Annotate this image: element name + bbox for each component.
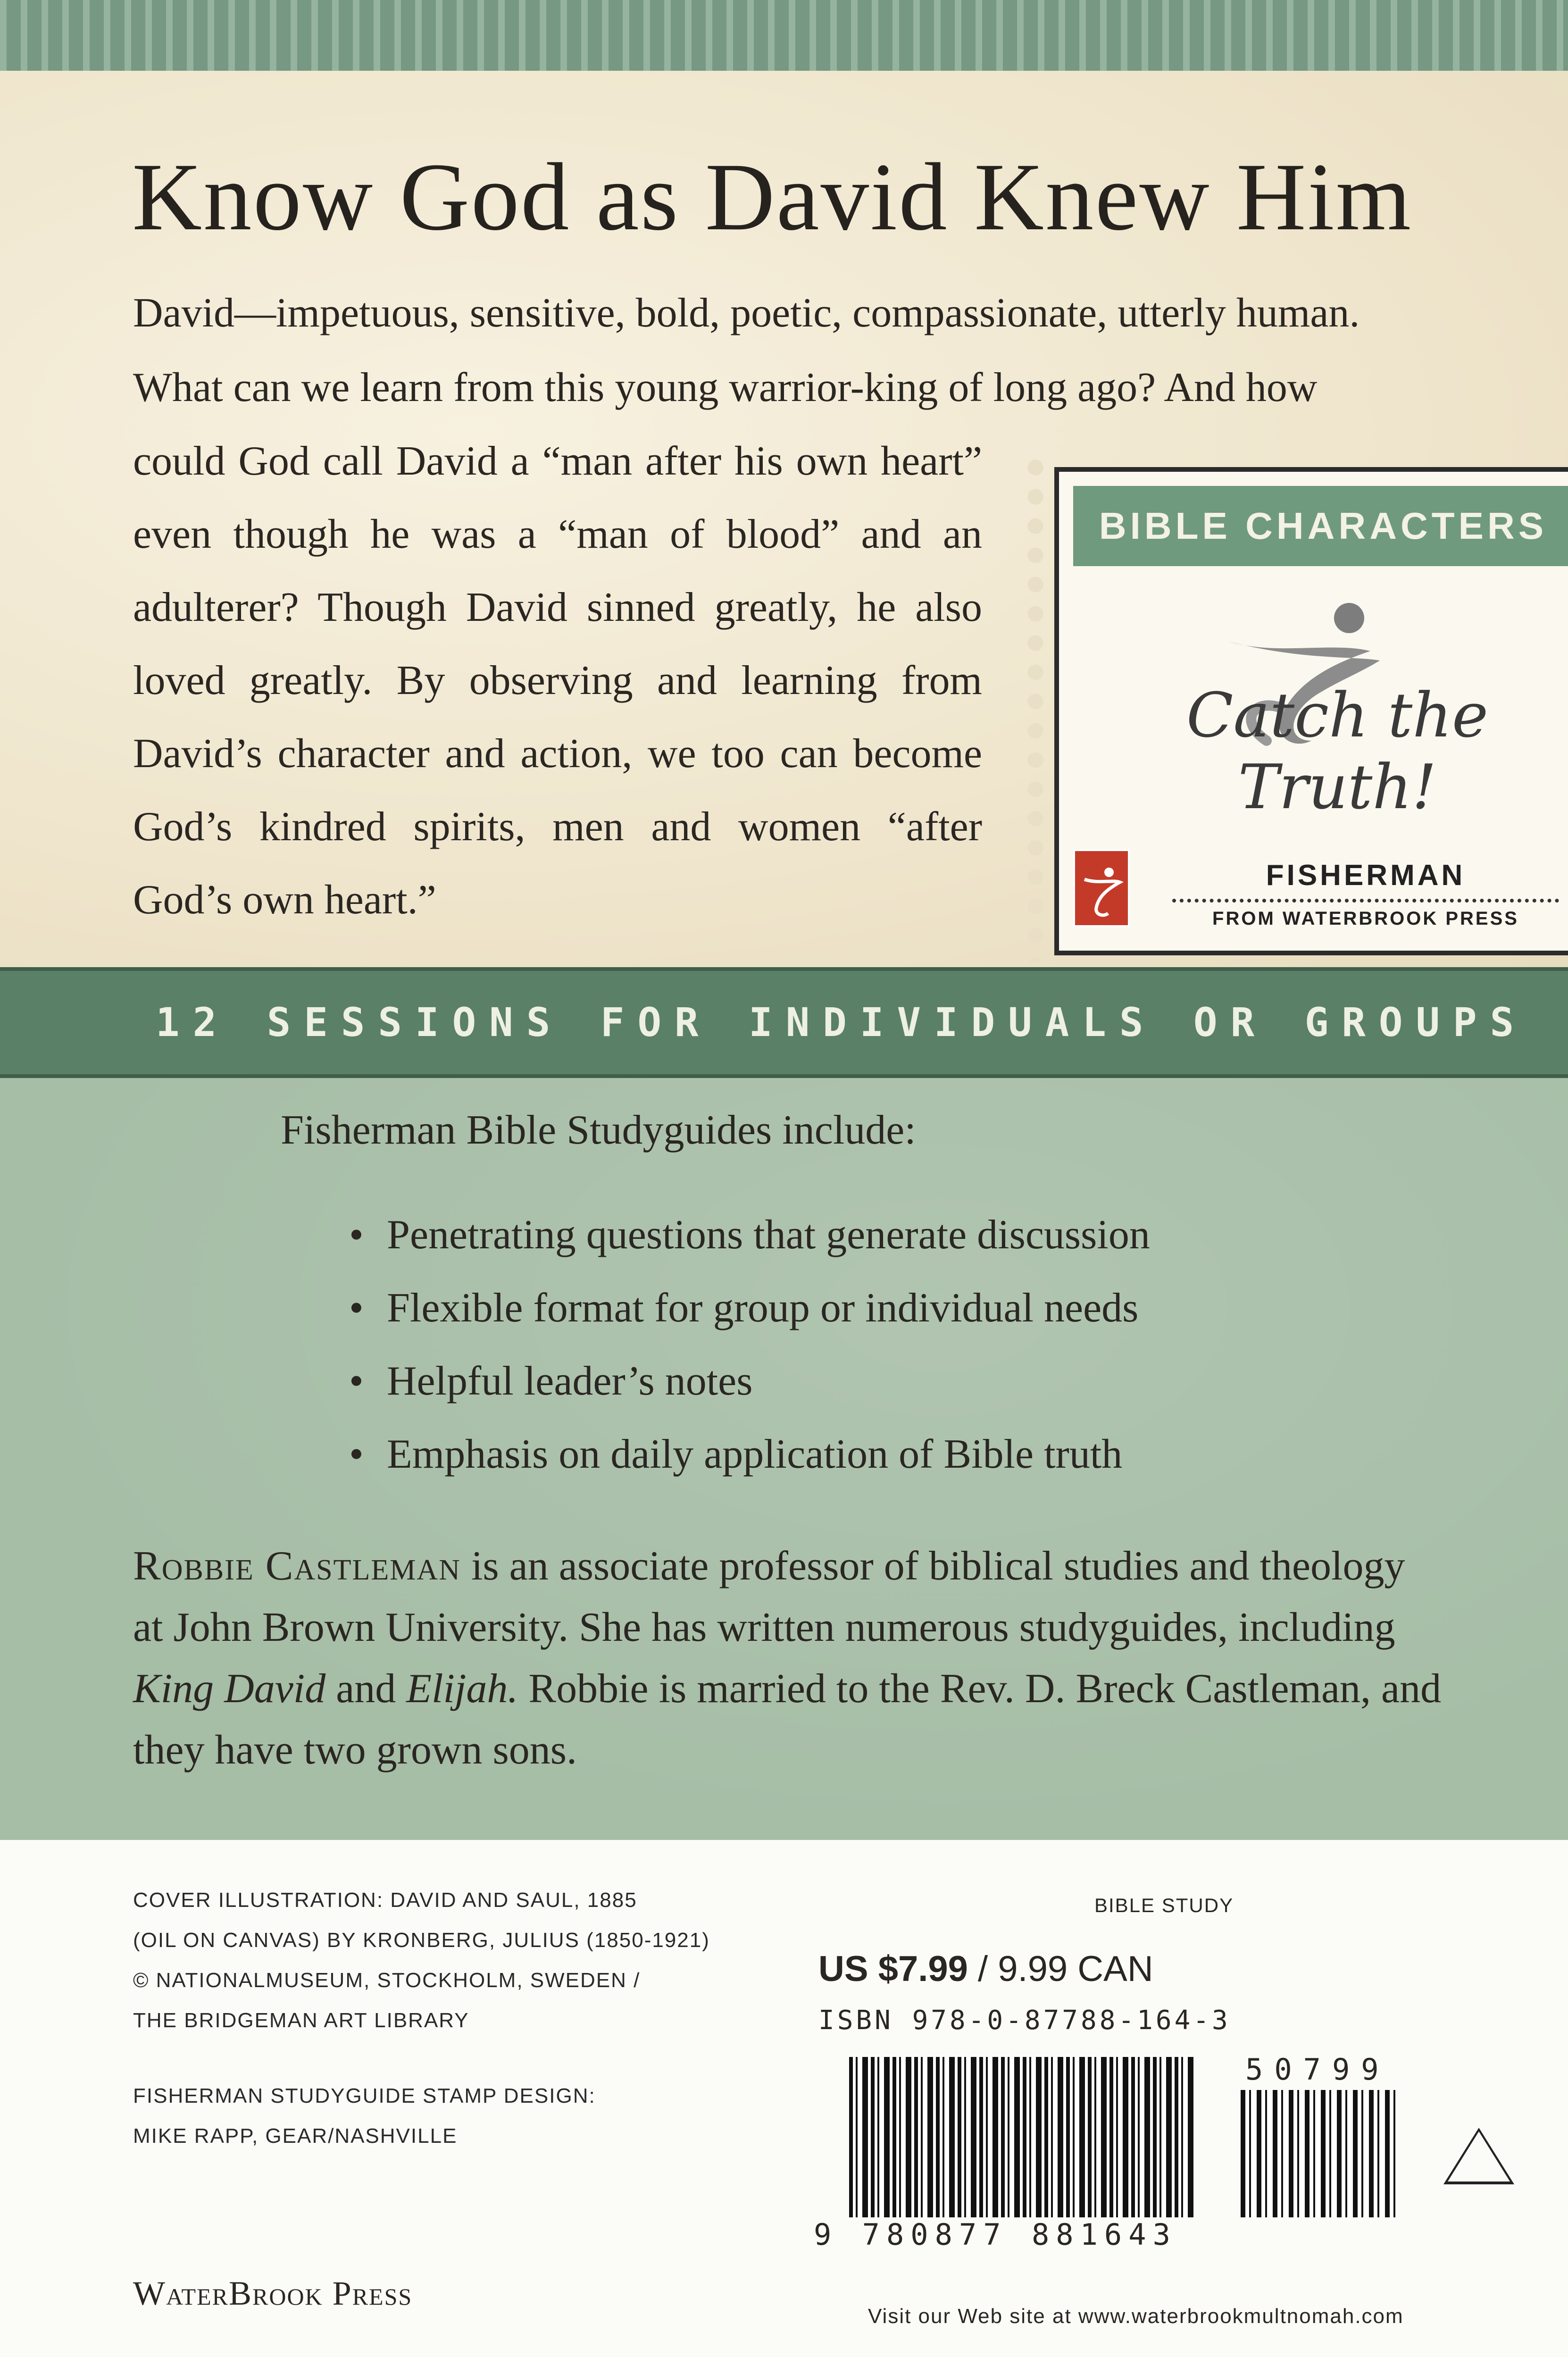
triangle-icon <box>1443 2128 1514 2184</box>
headline: Know God as David Knew Him <box>132 143 1413 251</box>
stamp-from: FROM WATERBROOK PRESS <box>1212 908 1519 929</box>
feature-text: Emphasis on daily application of Bible truth <box>387 1431 1123 1477</box>
list-item <box>349 1418 1150 1491</box>
top-decorative-band <box>0 0 1568 71</box>
author-bio <box>133 1536 1444 1781</box>
bullet-icon: • <box>349 1285 364 1331</box>
cover-credits <box>133 1880 710 2040</box>
barcode-image <box>849 2057 1193 2217</box>
book-title-king-david: King David <box>133 1666 326 1712</box>
bullet-icon: • <box>349 1431 364 1477</box>
feature-text: Penetrating questions that generate discussion <box>387 1212 1150 1258</box>
bullet-icon: • <box>349 1358 364 1404</box>
bio-text-2: Robbie is married to the Rev. D. Breck Castleman, and they have two grown sons. <box>133 1666 1442 1773</box>
includes-heading: Fisherman Bible Studyguides include: <box>281 1107 916 1153</box>
stamp-dotted-rule <box>1172 899 1559 903</box>
bullet-icon: • <box>349 1212 364 1258</box>
price <box>818 1948 1153 1989</box>
feature-text: Helpful leader’s notes <box>387 1358 753 1404</box>
price-us: US $7.99 <box>818 1949 968 1989</box>
credit-line: © NATIONALMUSEUM, STOCKHOLM, SWEDEN / <box>133 1969 641 1992</box>
price-can: / 9.99 CAN <box>967 1949 1153 1989</box>
intro-text-full-width <box>133 276 1487 425</box>
website-text: Visit our Web site at www.waterbrookmultnomah.com <box>868 2305 1404 2328</box>
bio-and: and <box>325 1666 407 1712</box>
supplement-barcode-image <box>1241 2090 1396 2217</box>
list-item <box>349 1345 1150 1418</box>
stamp-banner: BIBLE CHARACTERS <box>1073 486 1568 566</box>
stamp-perforation <box>1021 453 1050 962</box>
feature-text: Flexible format for group or individual needs <box>387 1285 1139 1331</box>
publisher-name: WaterBrook Press <box>133 2274 413 2312</box>
credit-line: THE BRIDGEMAN ART LIBRARY <box>133 2009 469 2032</box>
credit-line: MIKE RAPP, GEAR/NASHVILLE <box>133 2124 458 2148</box>
category-label: BIBLE STUDY <box>1094 1894 1234 1916</box>
credit-line: (OIL ON CANVAS) BY KRONBERG, JULIUS (1850-1921) <box>133 1929 710 1952</box>
feature-list <box>349 1198 1150 1491</box>
intro-line-1: David—impetuous, sensitive, bold, poetic, compassionate, utterly human. <box>133 290 1360 336</box>
list-item <box>349 1198 1150 1271</box>
supplement-number: 50799 <box>1245 2052 1390 2087</box>
fisherman-badge-icon <box>1073 849 1130 927</box>
book-title-elijah: Elijah. <box>406 1666 518 1712</box>
list-item <box>349 1271 1150 1345</box>
credit-line: FISHERMAN STUDYGUIDE STAMP DESIGN: <box>133 2084 596 2107</box>
stamp-tagline: Catch the Truth! <box>1186 679 1488 823</box>
isbn: ISBN 978-0-87788-164-3 <box>818 2005 1231 2036</box>
intro-text-column: could God call David a “man after his own heart” even though he was a “man of blood” and an adulterer? Though David sinned greatly, he also loved greatly. By observing and learning from David’s character and action, we too can become God’s kindred spirits, men and women “after God’s own heart.” <box>133 438 982 923</box>
sessions-band <box>0 967 1568 1078</box>
author-name: Robbie Castleman <box>133 1543 461 1589</box>
stamp-design-credits <box>133 2076 596 2156</box>
fisherman-stamp <box>1054 467 1568 955</box>
sessions-text: 12 SESSIONS FOR INDIVIDUALS OR GROUPS <box>156 999 1527 1045</box>
bio-text-1: is an associate professor of biblical studies and theology at John Brown University. She has written numerous studyguides, including <box>133 1543 1405 1650</box>
credit-line: COVER ILLUSTRATION: DAVID AND SAUL, 1885 <box>133 1889 637 1912</box>
intro-line-2: What can we learn from this young warrior-king of long ago? And how <box>133 365 1318 410</box>
stamp-brand: FISHERMAN <box>1266 859 1466 892</box>
barcode-number: 9 780877 881643 <box>814 2217 1177 2252</box>
